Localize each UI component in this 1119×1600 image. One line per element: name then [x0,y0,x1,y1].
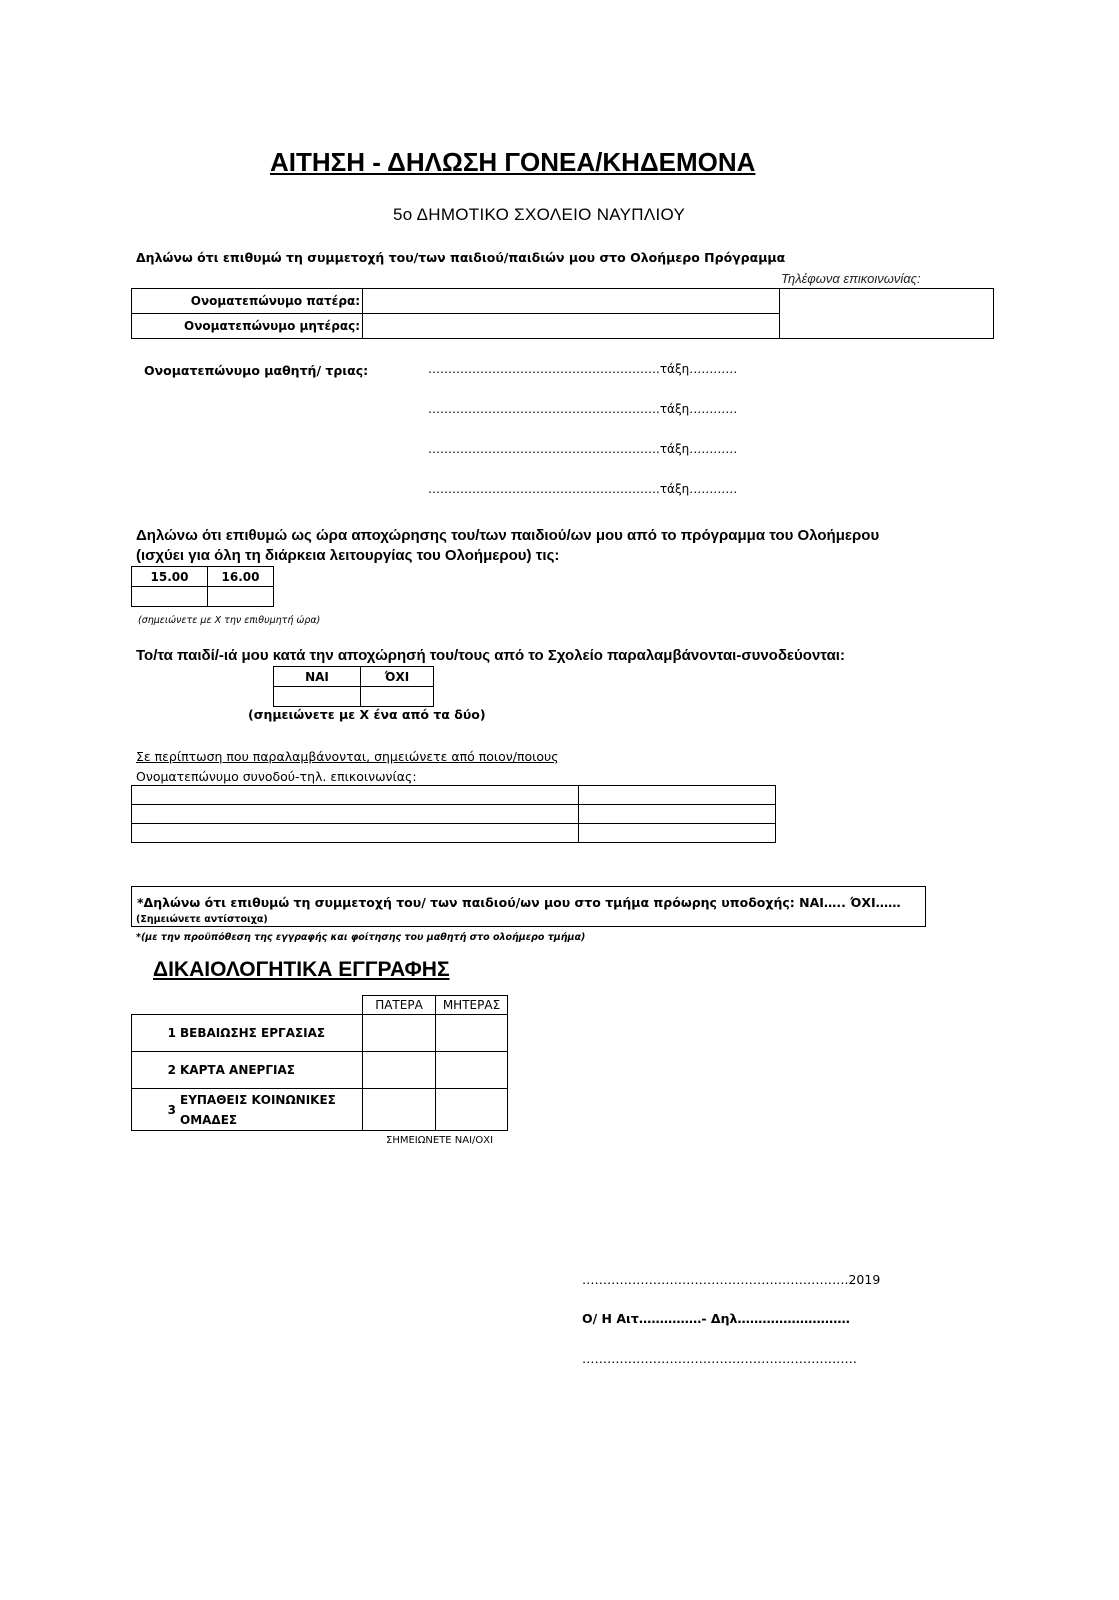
escort-table [131,785,776,843]
condition-note: *(με την προϋπόθεση της εγγραφής και φοίτησης του μαθητή στο ολοήμερο τμήμα) [136,932,586,943]
phones-label: Τηλέφωνα επικοινωνίας: [781,271,921,286]
departure-time-table [131,566,274,607]
applicant-line[interactable]: Ο/ Η Αιτ……………- Δηλ……………………… [582,1311,850,1326]
doc-check-father[interactable] [363,1052,436,1089]
departure-line-1: Δηλώνω ότι επιθυμώ ως ώρα αποχώρησης του/των παιδιού/ων μου από το πρόγραμμα του Ολοήμερου [136,527,880,544]
doc-row-name [178,1089,363,1131]
student-name-label: Ονοματεπώνυμο μαθητή/ τριας: [144,363,369,378]
father-name-label: Ονοματεπώνυμο πατέρα: [132,289,363,314]
doc-row-name: ΒΕΒΑΙΩΣΗΣ ΕΡΓΑΣΙΑΣ [178,1015,363,1052]
time-option-1500: 15.00 [132,567,208,587]
escort-yes-check[interactable] [274,687,361,707]
doc-row-number: 1 [132,1015,179,1052]
col-father: ΠΑΤΕΡΑ [363,996,436,1015]
doc-check-father[interactable] [363,1089,436,1131]
escort-yes-label: ΝΑΙ [274,667,361,687]
student-line[interactable]: ………………………………………………….τάξη………… [428,442,738,456]
escort-name-cell[interactable] [132,786,579,805]
documents-title: ΔΙΚΑΙΟΛΟΓΗΤΙΚΑ ΕΓΓΡΑΦΗΣ [153,958,450,981]
time-check-1600[interactable] [208,587,274,607]
doc-check-father[interactable] [363,1015,436,1052]
early-reception-note: (Σημειώνετε αντίστοιχα) [136,914,268,925]
escort-no-label: ΌΧΙ [361,667,434,687]
doc-check-mother[interactable] [436,1015,508,1052]
student-line[interactable]: ………………………………………………….τάξη………… [428,362,738,376]
school-name: 5ο ΔΗΜΟΤΙΚΟ ΣΧΟΛΕΙΟ ΝΑΥΠΛΙΟΥ [393,205,686,224]
mother-name-label: Ονοματεπώνυμο μητέρας: [132,314,363,339]
escort-yes-no-table [273,666,434,707]
doc-row-name: ΚΑΡΤΑ ΑΝΕΡΓΙΑΣ [178,1052,363,1089]
escort-case-line: Σε περίπτωση που παραλαμβάνονται, σημειώνετε από ποιον/ποιους [136,749,559,764]
col-mother: ΜΗΤΕΡΑΣ [436,996,508,1015]
doc-row-number: 3 [132,1089,179,1131]
escort-mark-note: (σημειώνετε με Χ ένα από τα δύο) [248,707,486,722]
doc-row-number: 2 [132,1052,179,1089]
mother-name-field[interactable] [363,314,780,339]
doc-check-mother[interactable] [436,1052,508,1089]
departure-declaration [136,526,879,566]
time-check-1500[interactable] [132,587,208,607]
signature-line[interactable]: ………………………………………………………… [582,1351,857,1366]
phones-field[interactable] [780,289,994,339]
time-option-1600: 16.00 [208,567,274,587]
escort-phone-cell[interactable] [579,824,776,843]
student-line[interactable]: ………………………………………………….τάξη………… [428,482,738,496]
student-line[interactable]: ………………………………………………….τάξη………… [428,402,738,416]
early-reception-declaration[interactable]: *Δηλώνω ότι επιθυμώ τη συμμετοχή του/ των παιδιού/ων μου στο τμήμα πρόωρης υποδοχής: ΝΑΙ….. ΌΧΙ…… [137,895,901,910]
escort-phone-cell[interactable] [579,786,776,805]
doc-check-mother[interactable] [436,1089,508,1131]
escort-name-cell[interactable] [132,805,579,824]
mark-yes-no-note: ΣΗΜΕΙΩΝΕΤΕ ΝΑΙ/ΟΧΙ [386,1135,494,1146]
departure-line-2: (ισχύει για όλη τη διάρκεια λειτουργίας του Ολοήμερου) τις: [136,547,560,564]
escort-name-cell[interactable] [132,824,579,843]
documents-table [131,995,508,1131]
escort-question: Το/τα παιδί/-ιά μου κατά την αποχώρησή του/τους από το Σχολείο παραλαμβάνονται-συνοδεύονται: [136,647,845,664]
doc-row-name-line2: ΟΜΑΔΕΣ [180,1112,238,1127]
escort-phone-cell[interactable] [579,805,776,824]
escort-no-check[interactable] [361,687,434,707]
intro-declaration: Δηλώνω ότι επιθυμώ τη συμμετοχή του/των παιδιού/παιδιών μου στο Ολοήμερο Πρόγραμμα [136,250,786,265]
departure-note: (σημειώνετε με Χ την επιθυμητή ώρα) [138,615,321,626]
parents-table [131,288,994,339]
doc-row-name-line1: ΕΥΠΑΘΕΙΣ ΚΟΙΝΩΝΙΚΕΣ [180,1092,336,1107]
father-name-field[interactable] [363,289,780,314]
page-title: ΑΙΤΗΣΗ - ΔΗΛΩΣΗ ΓΟΝΕΑ/ΚΗΔΕΜΟΝΑ [270,147,756,177]
escort-name-label: Ονοματεπώνυμο συνοδού-τηλ. επικοινωνίας: [136,769,417,784]
date-line[interactable]: ……………………………………………………….2019 [582,1272,881,1287]
